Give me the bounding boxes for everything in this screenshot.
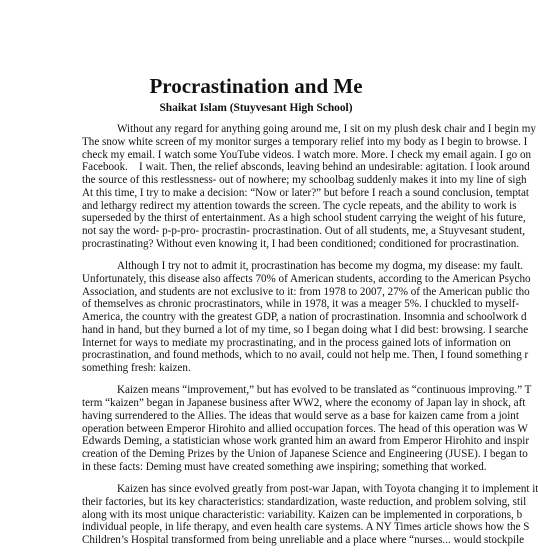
text-line: individual people, in life therapy, and even health care systems. A NY Times article shows how the S — [82, 521, 530, 534]
paragraph-3 — [82, 384, 532, 473]
text-line: hand in hand, but they burned a lot of my time, so I began doing what I did best: browsing. I searche — [82, 323, 529, 336]
text-line: Children’s Hospital transformed from being unreliable and a place where “nurses... would stockpile — [82, 534, 525, 546]
text-line: superseded by the thirst of entertainment. As a high school student carrying the weight of his future, — [82, 212, 526, 225]
text-line: not say the word- p-p-pro- procrastin- procrastination. Out of all students, me, a Stuyvesant student, — [82, 225, 526, 237]
document-title: Procrastination and Me — [149, 74, 363, 98]
text-line: Kaizen has since evolved greatly from post-war Japan, with Toyota changing it to implement it — [117, 483, 538, 495]
text-line: Without any regard for anything going around me, I sit on my plush desk chair and I begin my — [117, 123, 536, 135]
paragraph-4 — [82, 483, 538, 547]
paragraph-2 — [82, 260, 531, 375]
text-line: having surrendered to the Allies. The ideas that would serve as a base for kaizen came from a joint — [82, 409, 519, 422]
text-line: Internet for ways to mediate my procrastinating, and in the process gained lots of information on — [82, 336, 511, 349]
text-line: the source of this restlessness- out of nowhere; my schoolbag suddenly makes it into my line of sigh — [82, 174, 527, 186]
text-line: in these facts: Deming must have created something awe inspiring; something that worked. — [82, 460, 487, 473]
text-line: and lethargy redirect my attention towards the screen. The cycle repeats, and the ability to work is — [82, 199, 517, 212]
text-line: Facebook. I wait. Then, the relief absconds, leaving behind an undesirable: agitation. I look around — [82, 161, 530, 174]
text-line: creation of the Deming Prizes by the Union of Japanese Science and Engineering (JUSE). I began to — [82, 448, 528, 460]
text-line: Edwards Deming, a statistician whose work granted him an award from Emperor Hirohito and inspir — [82, 435, 530, 448]
text-line: term “kaizen” began in Japanese business after WW2, where the economy of Japan lay in shock, aft — [82, 397, 526, 409]
text-line: their factories, but its key characteristics: standardization, waste reduction, and problem solving, stil — [82, 495, 527, 508]
text-line: something fresh: kaizen. — [82, 362, 191, 374]
text-line: America, the country with the greatest GDP, a nation of procrastination. Insomnia and schoolwork d — [82, 311, 527, 323]
text-line: operation between Emperor Hirohito and allied occupation forces. The head of this operation was W — [82, 422, 528, 435]
text-line: At this time, I try to make a decision: “Now or later?” but before I reach a sound conclusion, temptat — [82, 186, 529, 199]
text-line: Association, and students are not exclusive to it: from 1978 to 2007, 27% of the American public tho — [82, 285, 530, 298]
text-line: Although I try not to admit it, procrastination has become my dogma, my disease: my fault. — [117, 260, 524, 272]
paragraph-1 — [82, 123, 536, 251]
text-line: check my email. I watch some YouTube videos. I watch more. More. I check my email again. I go on — [82, 148, 532, 161]
text-line: of themselves as chronic procrastinators, while in 1978, it was a meager 5%. I chuckled to myself- — [82, 298, 520, 311]
text-line: Unfortunately, this disease also affects 70% of American students, according to the American Psycho — [82, 272, 531, 285]
text-line: Kaizen means “improvement,” but has evolved to be translated as “continuous improving.” T — [117, 384, 532, 397]
document-body — [82, 123, 538, 556]
text-line: along with its most unique characteristic: variability. Kaizen can be implemented in corporations, b — [82, 508, 523, 521]
text-line: The snow white screen of my monitor surges a temporary relief into my body as I begin to browse. I — [82, 135, 528, 148]
document-author: Shaikat Islam (Stuyvesant High School) — [159, 102, 353, 114]
text-line: procrastination, and found methods, which to no avail, could not help me. Then, I found something r — [82, 349, 529, 362]
text-line: procrastinating? Without even knowing it, I had been conditioned; conditioned for procrastination. — [82, 237, 520, 250]
